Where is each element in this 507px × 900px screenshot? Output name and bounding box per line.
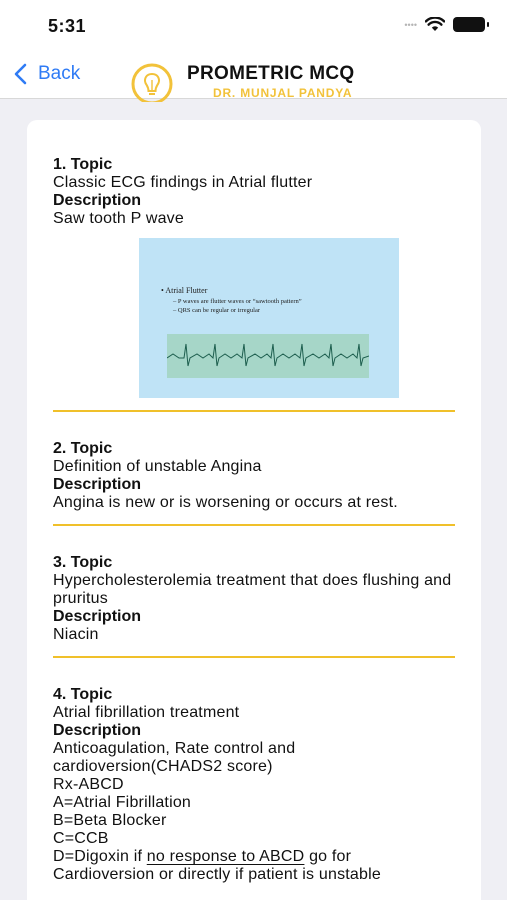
topic-text: Atrial fibrillation treatment	[53, 704, 240, 721]
signal-icon: ••••	[404, 19, 417, 30]
description-line: D=Digoxin if no response to ABCD go for Cardioversion or directly if patient is unstable	[53, 848, 381, 883]
brand-subtitle: DR. MUNJAL PANDYA	[213, 86, 353, 100]
figure-line: – P waves are flutter waves or “sawtooth pattern”	[173, 298, 302, 305]
figure-bullet: • Atrial Flutter	[161, 286, 208, 295]
topic-heading: 4. Topic	[53, 686, 113, 703]
description-heading: Description	[53, 192, 142, 209]
qa-item	[53, 440, 455, 526]
chevron-left-icon	[10, 61, 34, 87]
status-icons	[404, 17, 485, 32]
description-heading: Description	[53, 722, 142, 739]
topic-text: Hypercholesterolemia treatment that does flushing and pruritus	[53, 572, 452, 607]
description-line: B=Beta Blocker	[53, 812, 167, 829]
ecg-figure	[139, 238, 399, 398]
qa-item	[53, 156, 455, 412]
description-heading: Description	[53, 476, 142, 493]
bulb-logo-icon	[130, 62, 176, 102]
navigation-bar	[0, 55, 507, 99]
description-heading: Description	[53, 608, 142, 625]
back-label: Back	[38, 63, 81, 84]
brand	[130, 60, 390, 102]
topic-heading: 2. Topic	[53, 440, 113, 457]
description-text: Angina is new or is worsening or occurs at rest.	[53, 494, 398, 511]
figure-line: – QRS can be regular or irregular	[173, 307, 260, 314]
underlined-phrase: no response to ABCD	[146, 848, 305, 865]
qa-item	[53, 686, 455, 884]
topic-heading: 1. Topic	[53, 156, 113, 173]
wifi-icon	[425, 17, 445, 32]
qa-item	[53, 554, 455, 658]
battery-icon	[453, 17, 485, 32]
ecg-strip	[167, 334, 369, 378]
mcq-card	[27, 120, 481, 900]
description-text: Niacin	[53, 626, 99, 643]
description-line: A=Atrial Fibrillation	[53, 794, 192, 811]
description-line: Rx-ABCD	[53, 776, 124, 793]
ecg-trace	[167, 334, 369, 378]
brand-title: PROMETRIC MCQ	[187, 63, 355, 84]
description-line: C=CCB	[53, 830, 109, 847]
description-line: Anticoagulation, Rate control and cardioversion(CHADS2 score)	[53, 740, 296, 775]
status-time: 5:31	[48, 16, 87, 36]
topic-text: Classic ECG findings in Atrial flutter	[53, 174, 313, 191]
description-text: Saw tooth P wave	[53, 210, 184, 227]
back-button[interactable]	[10, 61, 80, 87]
topic-heading: 3. Topic	[53, 554, 113, 571]
status-bar	[0, 0, 507, 55]
topic-text: Definition of unstable Angina	[53, 458, 262, 475]
